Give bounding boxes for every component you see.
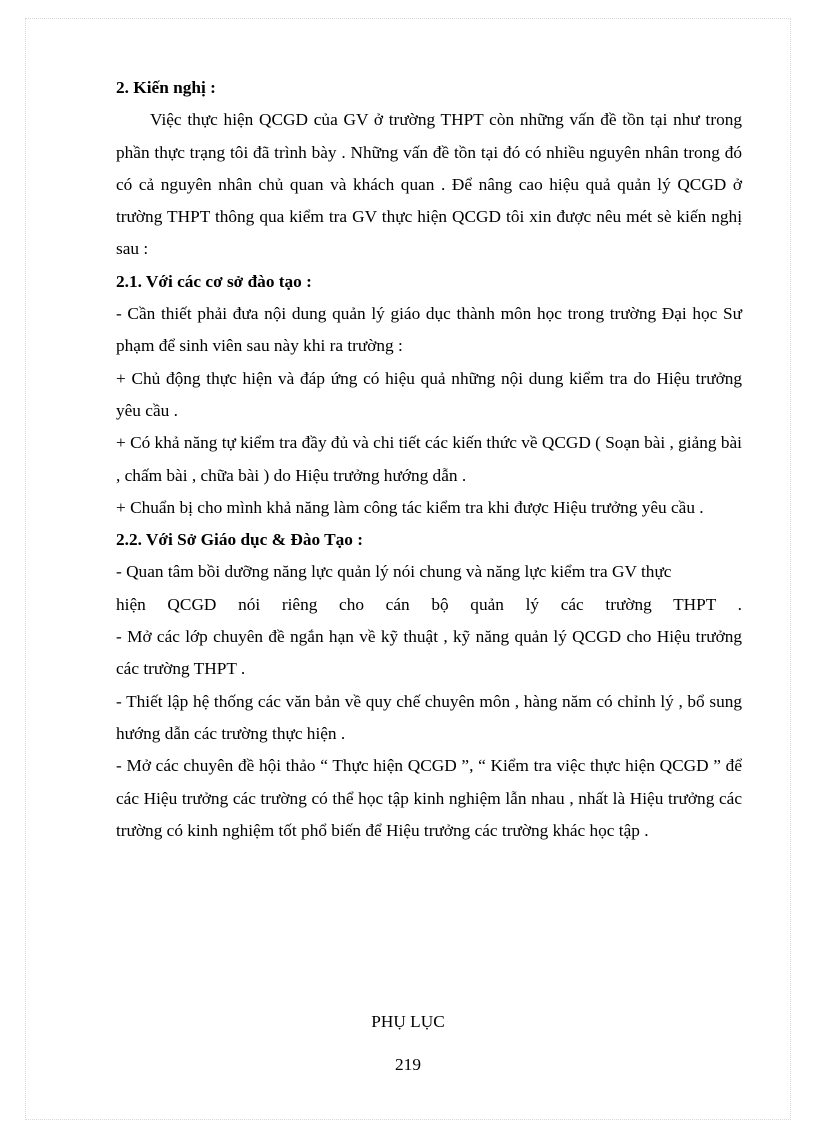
section-heading-2: 2. Kiến nghị : (116, 78, 216, 97)
list-item-department-3: - Thiết lập hệ thống các văn bản về quy chế chuyên môn , hàng năm có chỉnh lý , bổ sung hướng dẫn các trường thực hiện . (116, 691, 742, 743)
list-item-training-3: + Có khả năng tự kiểm tra đầy đủ và chi tiết các kiến thức về QCGD ( Soạn bài , giảng bài , chấm bài , chữa bài ) do Hiệu trưởng hướng dẫn . (116, 433, 742, 485)
page-number: 219 (395, 1055, 421, 1074)
list-item-training-2: + Chủ động thực hiện và đáp ứng có hiệu quả những nội dung kiểm tra do Hiệu trưởng yêu cầu . (116, 368, 742, 420)
section-heading-2-2: 2.2. Với Sở Giáo dục & Đào Tạo : (116, 530, 364, 550)
document-body (116, 72, 742, 847)
list-item-training-1: - Cần thiết phải đưa nội dung quản lý giáo dục thành môn học trong trường Đại học Sư phạm để sinh viên sau này khi ra trường : (116, 304, 742, 356)
list-item-department-4: - Mở các chuyên đề hội thảo “ Thực hiện QCGD ”, “ Kiểm tra việc thực hiện QCGD ” để các Hiệu trưởng các trường có thể học tập kinh nghiệm lẫn nhau , nhất là Hiệu trưởng các trường có kinh nghiệm tốt phổ biến để Hiệu trưởng các trường khác học tập . (116, 756, 742, 840)
list-item-department-1-line2: hiện QCGD nói riêng cho cán bộ quản lý các trường THPT . (116, 594, 742, 614)
list-item-department-2: - Mở các lớp chuyên đề ngắn hạn về kỹ thuật , kỹ năng quản lý QCGD cho Hiệu trưởng các trường THPT . (116, 627, 742, 679)
section-heading-2-1: 2.1. Với các cơ sở đào tạo : (116, 271, 312, 291)
list-item-training-4: + Chuẩn bị cho mình khả năng làm công tác kiểm tra khi được Hiệu trưởng yêu cầu . (116, 497, 704, 517)
list-item-department-1-line1: - Quan tâm bồi dưỡng năng lực quản lý nói chung và năng lực kiểm tra GV thực (116, 562, 672, 582)
appendix-label: PHỤ LỤC (371, 1012, 445, 1031)
intro-paragraph: Việc thực hiện QCGD của GV ở trường THPT còn những vấn đề tồn tại như trong phần thực trạng tôi đã trình bày . Những vấn đề tồn tại đó có nhiều nguyên nhân trong đó có cả nguyên nhân chủ quan và khách quan . Để nâng cao hiệu quả quản lý QCGD ở trường THPT thông qua kiểm tra GV thực hiện QCGD tôi xin được nêu mét sè kiến nghị sau : (116, 110, 742, 259)
